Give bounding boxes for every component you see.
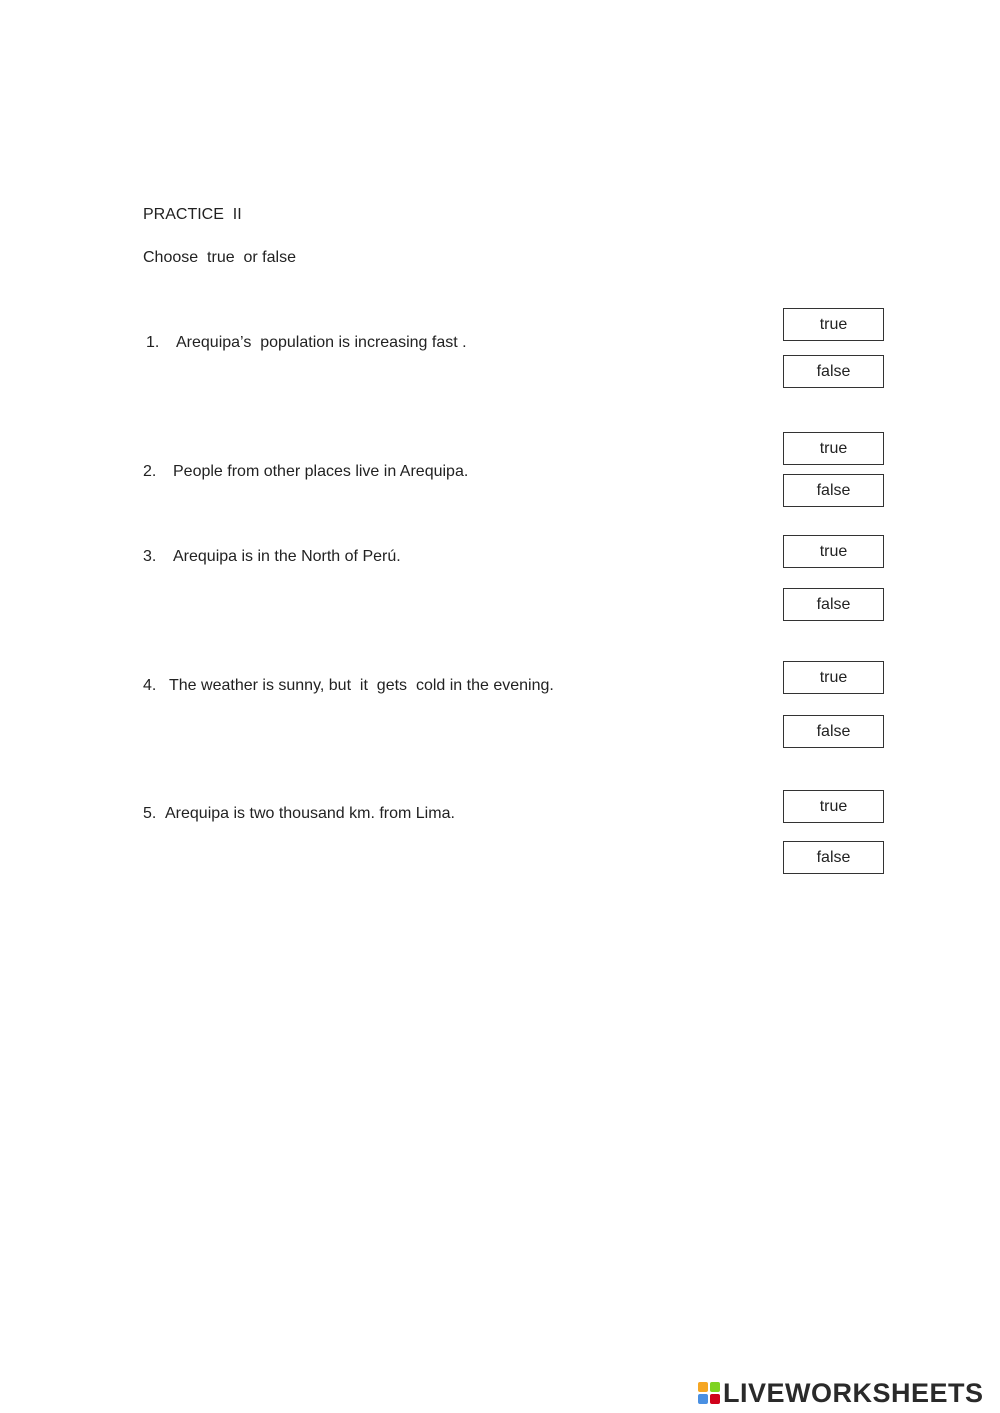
question-text: Arequipa is in the North of Perú.	[173, 548, 401, 565]
question-text: Arequipa is two thousand km. from Lima.	[165, 805, 455, 822]
liveworksheets-logo-icon	[698, 1382, 720, 1404]
question-text: People from other places live in Arequipa.	[173, 463, 469, 480]
question-3	[143, 547, 401, 567]
q2-true-option[interactable]: true	[783, 432, 884, 465]
logo-square	[710, 1382, 720, 1392]
q2-false-option[interactable]: false	[783, 474, 884, 507]
q1-false-option[interactable]: false	[783, 355, 884, 388]
liveworksheets-logo	[698, 1378, 984, 1408]
question-number: 2.	[143, 463, 157, 480]
worksheet-title: PRACTICE II	[143, 206, 242, 223]
question-text: The weather is sunny, but it gets cold in the evening.	[169, 677, 554, 694]
q4-true-option[interactable]: true	[783, 661, 884, 694]
question-number: 3.	[143, 548, 157, 565]
question-text: Arequipa’s population is increasing fast .	[176, 334, 467, 351]
q4-false-option[interactable]: false	[783, 715, 884, 748]
question-2	[143, 462, 468, 482]
question-number: 4.	[143, 677, 157, 694]
q5-false-option[interactable]: false	[783, 841, 884, 874]
question-5	[143, 804, 455, 824]
q3-false-option[interactable]: false	[783, 588, 884, 621]
logo-text: LIVEWORKSHEETS	[723, 1378, 984, 1408]
worksheet-instruction: Choose true or false	[143, 249, 296, 266]
question-number: 5.	[143, 805, 157, 822]
question-1	[146, 333, 467, 353]
question-4	[143, 676, 554, 696]
logo-square	[710, 1394, 720, 1404]
question-number: 1.	[146, 334, 160, 351]
logo-square	[698, 1382, 708, 1392]
q5-true-option[interactable]: true	[783, 790, 884, 823]
logo-square	[698, 1394, 708, 1404]
q3-true-option[interactable]: true	[783, 535, 884, 568]
q1-true-option[interactable]: true	[783, 308, 884, 341]
